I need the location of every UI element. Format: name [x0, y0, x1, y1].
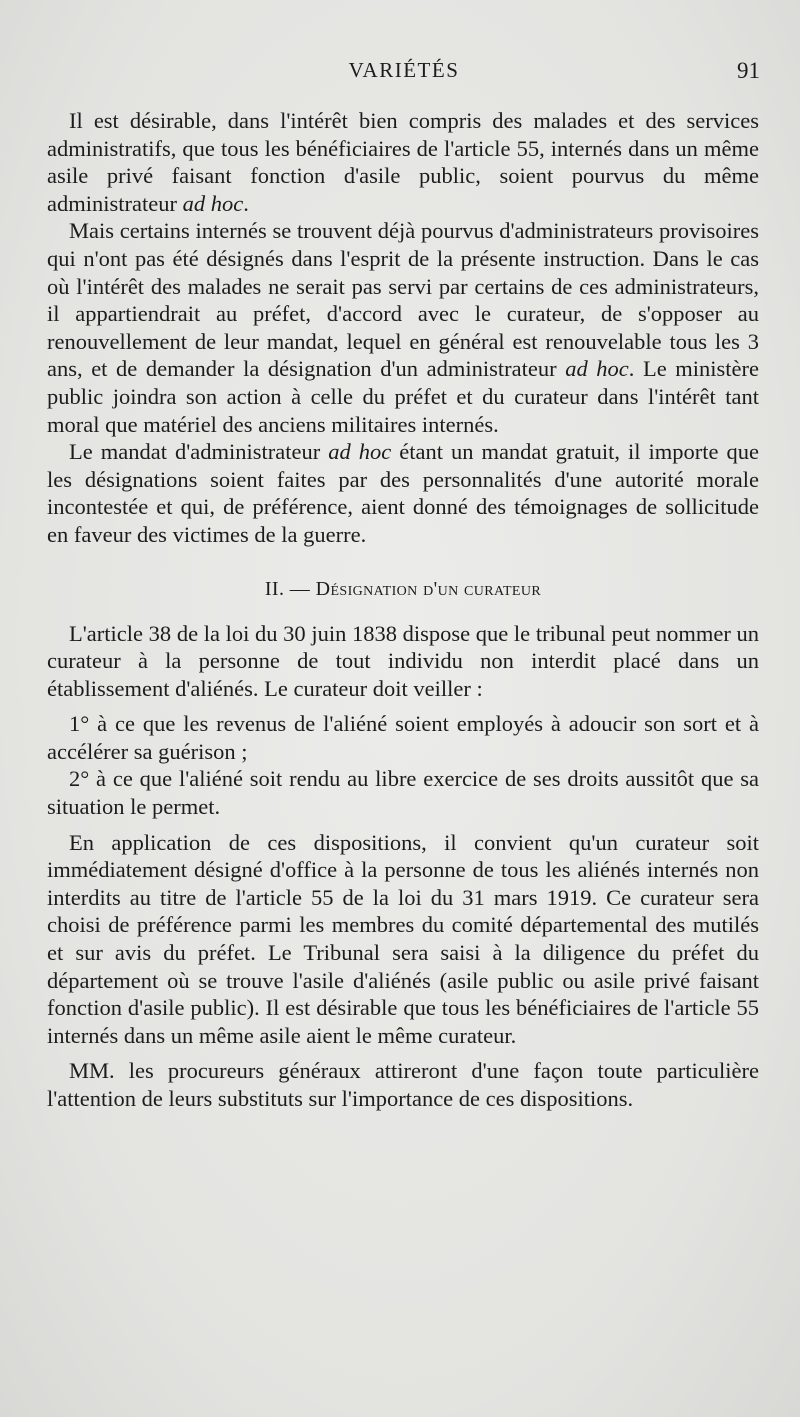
section-title: Désignation d'un curateur	[315, 577, 542, 600]
paragraph-1-end: .	[243, 190, 249, 216]
running-title: VARIÉTÉS	[348, 58, 460, 82]
paragraph-1-text: Il est désirable, dans l'intérêt bien compris des malades et des services administratifs, que tous les bénéficiaires de l'article 55, internés dans un même asile privé faisant fonction d'asile public, soient pourvus du même administrateur	[47, 108, 759, 216]
paragraph-4: L'article 38 de la loi du 30 juin 1838 dispose que le tribunal peut nommer un curateur à la personne de tout individu non interdit placé dans un établissement d'aliénés. Le curateur doit veiller :	[47, 620, 759, 701]
page-number: 91	[737, 58, 760, 83]
spacer	[47, 821, 759, 829]
paragraph-3-italic: ad hoc	[328, 439, 392, 465]
paragraph-2-text-a: Mais certains internés se trouvent déjà pourvus d'administrateurs provisoires qui n'ont pas été désignés dans l'esprit de la présente instruction. Dans le cas où l'intérêt des malades ne serait pas servi par certains de ces administrateurs, il appartiendrait au préfet, d'accord avec le curateur, de s'opposer au renouvellement de leur mandat, lequel en général est renouvelable tous les 3 ans, et de demander la désignation d'un administrateur	[47, 218, 759, 382]
paragraph-2-text-b: . Le ministère public joindra son action à celle du préfet et du curateur dans l'intérêt tant moral que matériel des anciens militaires internés.	[47, 356, 760, 437]
paragraph-2-italic: ad hoc	[565, 356, 629, 382]
paragraph-3-text-a: Le mandat d'administrateur	[69, 439, 321, 465]
spacer	[47, 702, 759, 710]
list-item-1: 1° à ce que les revenus de l'aliéné soient employés à adoucir son sort et à accélérer sa guérison ;	[47, 711, 759, 764]
section-heading	[47, 575, 759, 603]
body-text	[47, 107, 759, 1113]
running-head	[48, 58, 760, 94]
paragraph-2	[47, 217, 759, 438]
section-number: II. —	[264, 577, 311, 600]
paragraph-1-italic: ad hoc	[182, 190, 244, 216]
paragraph-3-text-b: étant un mandat gratuit, il importe que les désignations soient faites par des personnalités d'une autorité morale incontestée et qui, de préférence, aient donné des témoignages de sollicitude en faveur des victimes de la guerre.	[47, 439, 759, 547]
spacer	[47, 1049, 759, 1057]
paragraph-6: MM. les procureurs généraux attireront d'une façon toute particulière l'attention de leurs substituts sur l'importance de ces dispositions.	[47, 1058, 759, 1111]
paragraph-3	[47, 438, 759, 548]
list-item-2: 2° à ce que l'aliéné soit rendu au libre exercice de ses droits aussitôt que sa situation le permet.	[47, 766, 759, 820]
paragraph-5: En application de ces dispositions, il convient qu'un curateur soit immédiatement désigné d'office à la personne de tous les aliénés internés non interdits au titre de l'article 55 de la loi du 31 mars 1919. Ce curateur sera choisi de préférence parmi les membres du comité départemental des mutilés et sur avis du préfet. Le Tribunal sera saisi à la diligence du préfet du département où se trouve l'asile d'aliénés (asile public ou asile privé faisant fonction d'asile public). Il est désirable que tous les bénéficiaires de l'article 55 internés dans un même asile aient le même curateur.	[47, 829, 759, 1048]
paragraph-1	[47, 107, 759, 217]
